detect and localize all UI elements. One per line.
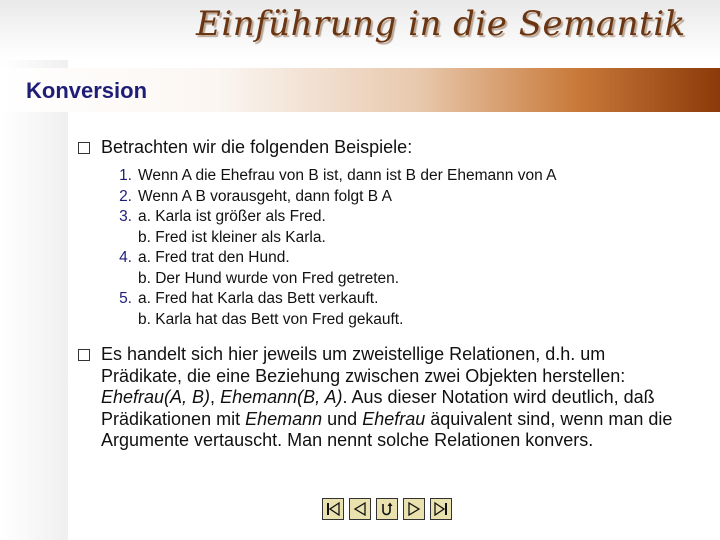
examples-list [100, 166, 660, 330]
bullet-1-marker [78, 142, 90, 154]
example-number: 2. [119, 187, 132, 205]
return-button[interactable] [376, 498, 398, 520]
next-slide-icon [406, 501, 422, 517]
example-item [100, 207, 660, 248]
paragraph-text: und [322, 408, 363, 429]
paragraph-emphasis: Ehemann [245, 408, 323, 429]
slide-navigation [322, 498, 452, 520]
paragraph-text: Es handelt sich hier jeweils um zweistellige Relationen, d.h. um Prädikate, die eine Beziehung zwischen zwei Objekten herstellen: [101, 344, 626, 386]
previous-slide-icon [352, 501, 368, 517]
paragraph-text: , [210, 387, 221, 407]
bullet-2-text [101, 344, 681, 452]
paragraph-text: . Aus dieser Notation wird deutlich, daß Prädikationen mit [101, 387, 655, 429]
previous-slide-button[interactable] [349, 498, 371, 520]
example-number: 5. [119, 290, 132, 307]
first-slide-icon [325, 501, 341, 517]
example-number: 3. [119, 208, 132, 225]
example-line: b. Fred ist kleiner als Karla. [138, 228, 326, 246]
course-title-logo: Einführung in die Semantik [196, 4, 686, 44]
last-slide-icon [433, 501, 449, 517]
next-slide-button[interactable] [403, 498, 425, 520]
example-item [100, 248, 660, 289]
example-line: Wenn A B vorausgeht, dann folgt B A [138, 187, 392, 205]
example-number: 4. [119, 249, 132, 266]
return-icon [379, 501, 395, 517]
example-line: b. Karla hat das Bett von Fred gekauft. [138, 310, 404, 328]
bullet-2-marker [78, 349, 90, 361]
example-line: Wenn A die Ehefrau von B ist, dann ist B der Ehemann von A [138, 167, 557, 184]
example-line: a. Fred hat Karla das Bett verkauft. [138, 290, 379, 307]
example-item [100, 166, 660, 187]
example-line: b. Der Hund wurde von Fred getreten. [138, 269, 400, 287]
example-line: a. Fred trat den Hund. [138, 249, 290, 266]
example-number: 1. [119, 167, 132, 184]
paragraph-emphasis: Ehefrau(A, B) [101, 387, 211, 407]
last-slide-button[interactable] [430, 498, 452, 520]
paragraph-text: äquivalent sind, wenn man die Argumente vertauscht. Man nennt solche Relationen konvers. [101, 408, 673, 450]
example-line: a. Karla ist größer als Fred. [138, 208, 326, 225]
example-item [100, 289, 660, 330]
bullet-1-text: Betrachten wir die folgenden Beispiele: [101, 137, 413, 157]
slide-title: Konversion [26, 78, 148, 103]
first-slide-button[interactable] [322, 498, 344, 520]
paragraph-emphasis: Ehefrau [362, 408, 426, 429]
example-item [100, 187, 660, 208]
paragraph-emphasis: Ehemann(B, A) [220, 387, 343, 407]
